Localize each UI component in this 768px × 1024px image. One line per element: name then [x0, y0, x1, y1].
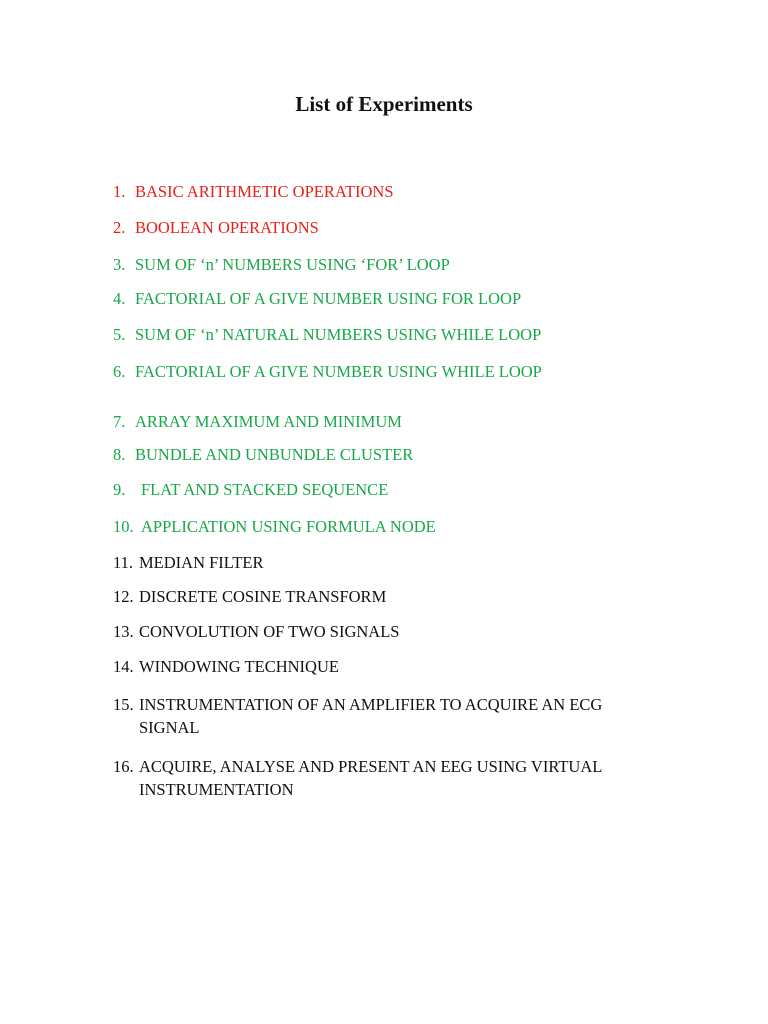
page-title: List of Experiments [295, 92, 473, 116]
item-text: BASIC ARITHMETIC OPERATIONS [135, 182, 394, 201]
list-item [113, 443, 413, 466]
item-number: 9. [113, 480, 126, 499]
list-item [113, 287, 521, 310]
item-number: 1. [113, 182, 126, 201]
item-number: 3. [113, 255, 126, 274]
item-text: ARRAY MAXIMUM AND MINIMUM [135, 412, 402, 431]
item-number: 14. [113, 657, 134, 676]
item-text: APPLICATION USING FORMULA NODE [141, 517, 436, 536]
item-text-continued: SIGNAL [139, 718, 200, 737]
list-item [113, 755, 603, 799]
item-number: 13. [113, 622, 134, 641]
item-text: SUM OF ‘n’ NUMBERS USING ‘FOR’ LOOP [135, 255, 450, 274]
item-text: FACTORIAL OF A GIVE NUMBER USING FOR LOOP [135, 289, 522, 308]
item-number: 4. [113, 289, 126, 308]
item-text: SUM OF ‘n’ NATURAL NUMBERS USING WHILE LOOP [135, 325, 542, 344]
list-item [113, 180, 394, 203]
list-item [113, 693, 603, 737]
list-item [113, 551, 264, 574]
item-text-continued: INSTRUMENTATION [139, 780, 294, 799]
item-text: CONVOLUTION OF TWO SIGNALS [139, 622, 400, 641]
item-number: 5. [113, 325, 126, 344]
list-item [113, 655, 339, 678]
item-number: 15. [113, 695, 134, 714]
item-text: INSTRUMENTATION OF AN AMPLIFIER TO ACQUIRE AN ECG [139, 695, 603, 714]
list-item [113, 585, 386, 608]
item-text: BUNDLE AND UNBUNDLE CLUSTER [135, 445, 414, 464]
list-item [113, 216, 319, 239]
list-item [113, 360, 542, 383]
item-number: 12. [113, 587, 134, 606]
list-item [113, 478, 388, 501]
item-number: 10. [113, 517, 134, 536]
list-item [113, 515, 436, 538]
list-item [113, 410, 402, 433]
list-item [113, 620, 399, 643]
item-text: ACQUIRE, ANALYSE AND PRESENT AN EEG USING VIRTUAL [139, 757, 603, 776]
item-number: 2. [113, 218, 126, 237]
item-text: WINDOWING TECHNIQUE [139, 657, 339, 676]
item-number: 16. [113, 757, 134, 776]
list-item [113, 253, 450, 276]
item-number: 7. [113, 412, 126, 431]
item-text: FACTORIAL OF A GIVE NUMBER USING WHILE LOOP [135, 362, 542, 381]
item-text: FLAT AND STACKED SEQUENCE [141, 480, 389, 499]
item-text: DISCRETE COSINE TRANSFORM [139, 587, 387, 606]
item-text: MEDIAN FILTER [139, 553, 264, 572]
item-text: BOOLEAN OPERATIONS [135, 218, 319, 237]
item-number: 8. [113, 445, 126, 464]
item-number: 6. [113, 362, 126, 381]
item-number: 11. [113, 553, 134, 572]
list-item [113, 323, 541, 346]
